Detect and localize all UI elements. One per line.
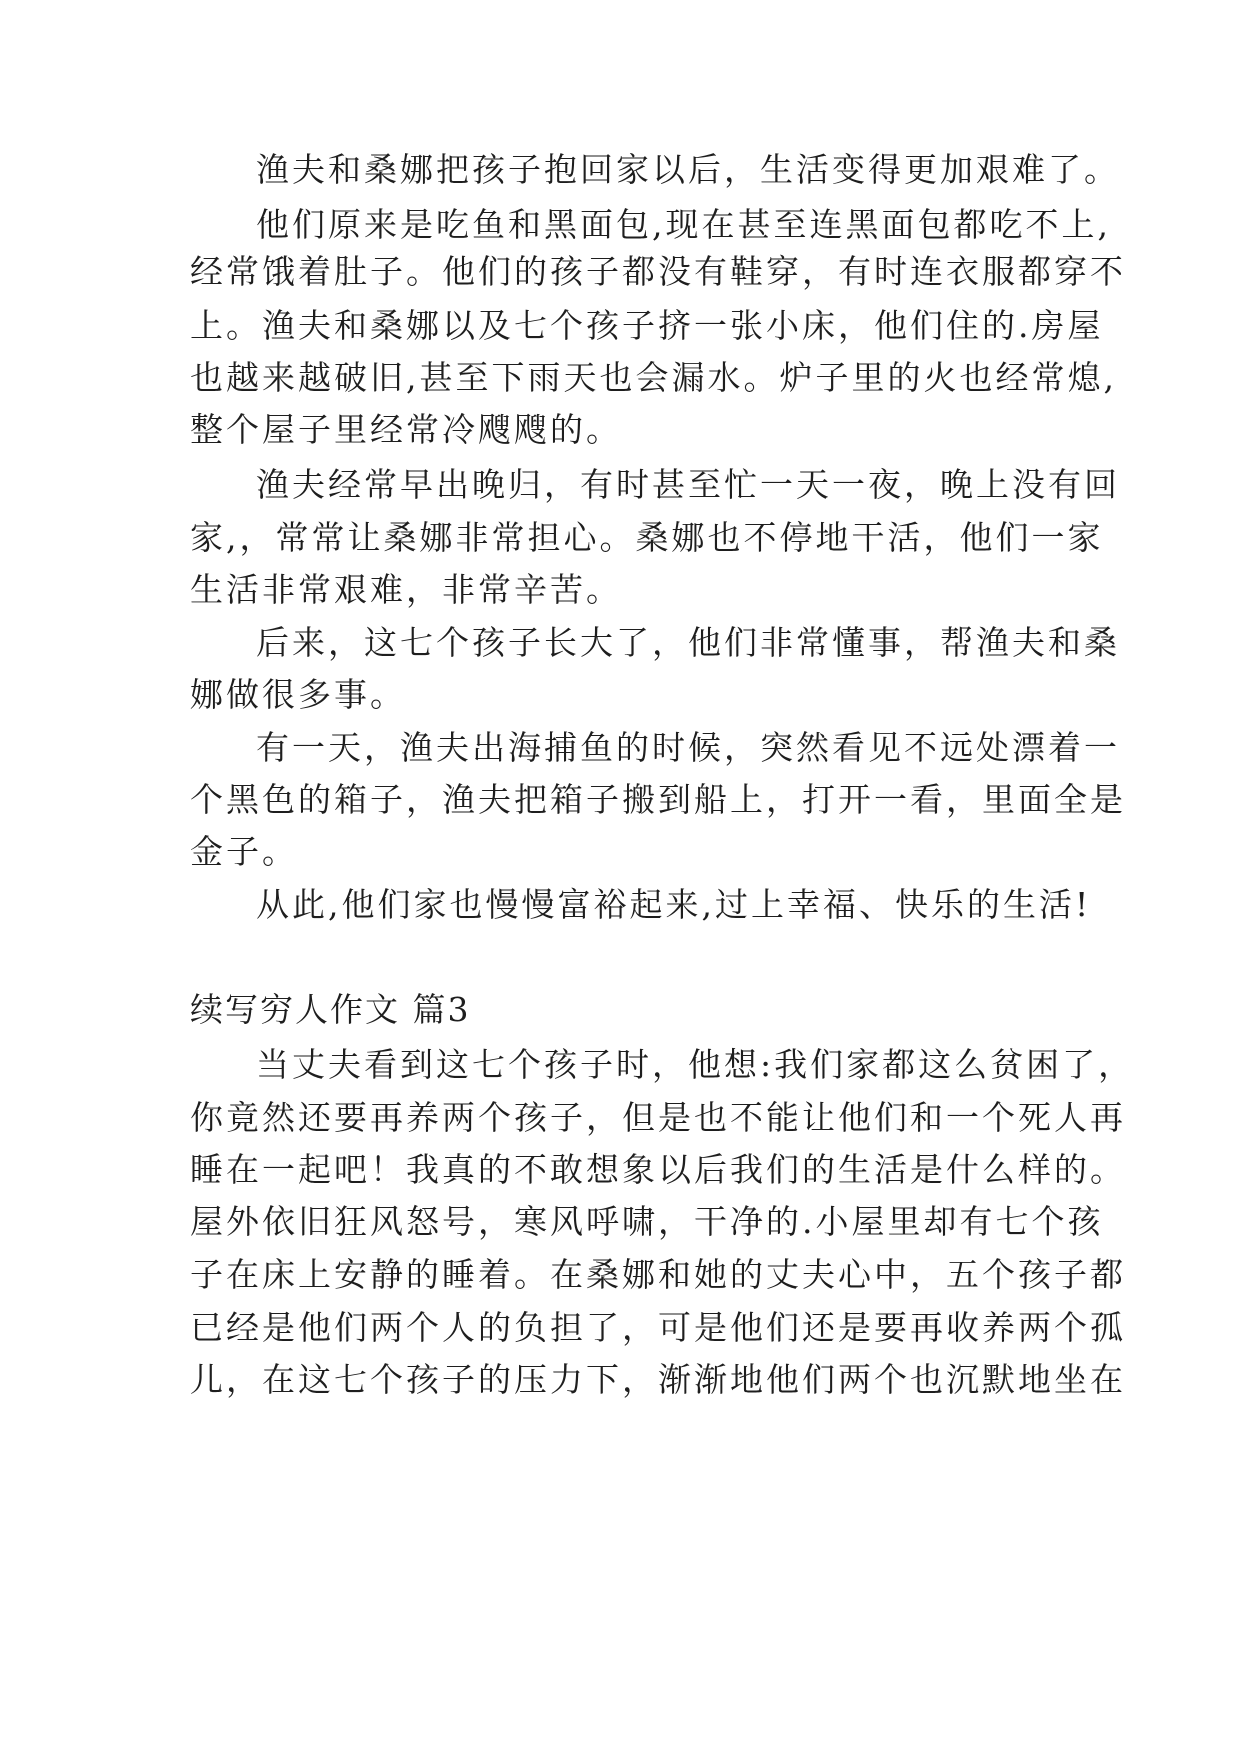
paragraph-line: 有一天，渔夫出海捕鱼的时候，突然看见不远处漂着一	[256, 728, 1120, 767]
paragraph-line: 屋外依旧狂风怒号，寒风呼啸，干净的.小屋里却有七个孩	[190, 1202, 1104, 1241]
paragraph-line: 你竟然还要再养两个孩子，但是也不能让他们和一个死人再	[190, 1098, 1126, 1137]
paragraph-line: 当丈夫看到这七个孩子时，他想:我们家都这么贫困了，	[256, 1045, 1135, 1084]
paragraph-line: 子在床上安静的睡着。在桑娜和她的丈夫心中，五个孩子都	[190, 1255, 1126, 1294]
paragraph-line: 睡在一起吧！我真的不敢想象以后我们的生活是什么样的。	[190, 1150, 1126, 1189]
paragraph-line: 家,，常常让桑娜非常担心。桑娜也不停地干活，他们一家	[190, 518, 1104, 557]
paragraph-line: 娜做很多事。	[190, 675, 406, 714]
paragraph-line: 个黑色的箱子，渔夫把箱子搬到船上，打开一看，里面全是	[190, 780, 1126, 819]
paragraph-line: 整个屋子里经常冷飕飕的。	[190, 410, 622, 449]
paragraph-line: 后来，这七个孩子长大了，他们非常懂事，帮渔夫和桑	[256, 623, 1120, 662]
paragraph-line: 渔夫经常早出晚归，有时甚至忙一天一夜，晚上没有回	[256, 465, 1120, 504]
paragraph-line: 也越来越破旧,甚至下雨天也会漏水。炉子里的火也经常熄,	[190, 358, 1117, 397]
paragraph-line: 从此,他们家也慢慢富裕起来,过上幸福、快乐的生活!	[256, 885, 1092, 924]
paragraph-line: 已经是他们两个人的负担了，可是他们还是要再收养两个孤	[190, 1308, 1126, 1347]
paragraph-line: 上。渔夫和桑娜以及七个孩子挤一张小床，他们住的.房屋	[190, 306, 1104, 345]
paragraph-line: 经常饿着肚子。他们的孩子都没有鞋穿，有时连衣服都穿不	[190, 252, 1126, 291]
paragraph-line: 儿，在这七个孩子的压力下，渐渐地他们两个也沉默地坐在	[190, 1360, 1126, 1399]
paragraph-line: 生活非常艰难，非常辛苦。	[190, 570, 622, 609]
paragraph-line: 他们原来是吃鱼和黑面包,现在甚至连黑面包都吃不上,	[256, 205, 1111, 244]
paragraph-line: 渔夫和桑娜把孩子抱回家以后，生活变得更加艰难了。	[256, 150, 1120, 189]
paragraph-line: 金子。	[190, 832, 298, 871]
section-heading: 续写穷人作文 篇3	[190, 990, 471, 1029]
